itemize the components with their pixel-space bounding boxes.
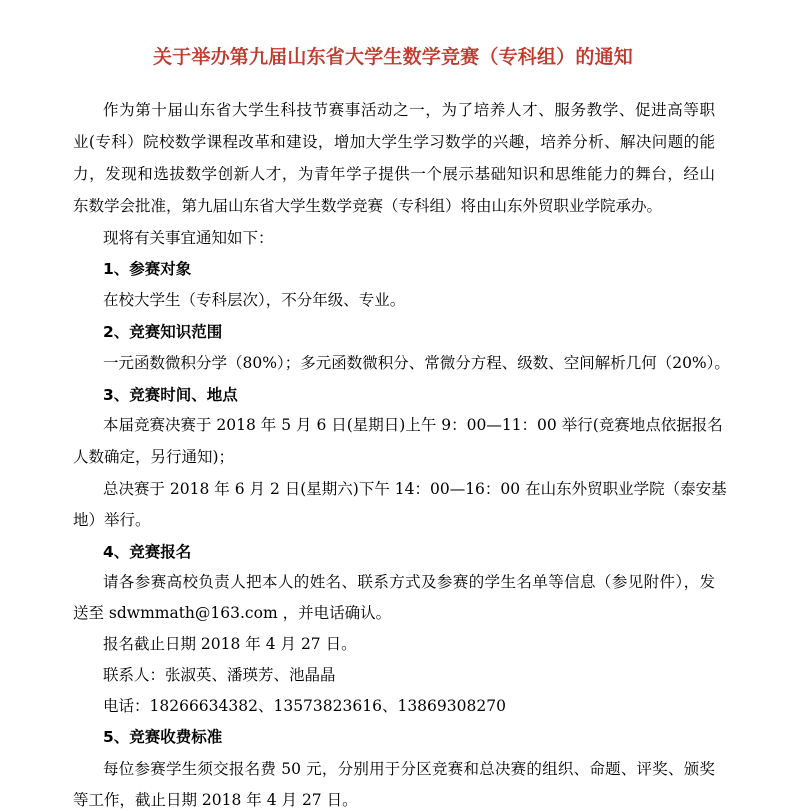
section-4-phones: 电话：18266634382、13573823616、13869308270 xyxy=(103,697,506,715)
intro-line-3: 力，发现和选拔数学创新人才，为青年学子提供一个展示基础知识和思维能力的舞台，经山 xyxy=(73,165,715,183)
section-4-p1-line-1: 请各参赛高校负责人把本人的姓名、联系方式及参赛的学生名单等信息（参见附件），发 xyxy=(103,573,715,591)
intro-line-2: 业(专科）院校数学课程改革和建设，增加大学生学习数学的兴趣，培养分析、解决问题的能 xyxy=(73,133,715,151)
section-3-heading: 3、竞赛时间、地点 xyxy=(103,386,238,404)
section-4-deadline: 报名截止日期 2018 年 4 月 27 日。 xyxy=(103,635,357,653)
section-2-heading: 2、竞赛知识范围 xyxy=(103,323,223,341)
section-3-p2-line-1: 总决赛于 2018 年 6 月 2 日(星期六)下午 14：00—16：00 在山东外贸职业学院（泰安基 xyxy=(103,480,727,498)
document-title: 关于举办第九届山东省大学生数学竞赛（专科组）的通知 xyxy=(152,46,633,68)
section-5-p1-line-1: 每位参赛学生须交报名费 50 元，分别用于分区竞赛和总决赛的组织、命题、评奖、颁奖 xyxy=(103,760,715,778)
section-3-p2-line-2: 地）举行。 xyxy=(73,511,151,529)
section-2-body: 一元函数微积分学（80%）；多元函数微积分、常微分方程、级数、空间解析几何（20%）。 xyxy=(103,354,730,372)
section-4-p1-line-2: 送至 sdwmmath@163.com ，并电话确认。 xyxy=(73,604,392,622)
section-3-p1-line-1: 本届竞赛决赛于 2018 年 5 月 6 日(星期日)上午 9：00—11：00 举行(竞赛地点依据报名 xyxy=(103,416,723,434)
section-4-contacts: 联系人：张淑英、潘瑛芳、池晶晶 xyxy=(103,666,336,684)
section-1-heading: 1、参赛对象 xyxy=(103,260,192,278)
section-4-heading: 4、竞赛报名 xyxy=(103,543,192,561)
section-5-p1-line-2: 等工作，截止日期 2018 年 4 月 27 日。 xyxy=(73,791,358,809)
intro-line-1: 作为第十届山东省大学生科技节赛事活动之一，为了培养人才、服务教学、促进高等职 xyxy=(103,101,715,119)
section-3-p1-line-2: 人数确定，另行通知)； xyxy=(73,448,235,466)
section-5-heading: 5、竞赛收费标准 xyxy=(103,728,223,746)
intro-notice: 现将有关事宜通知如下： xyxy=(103,229,274,247)
intro-line-4: 东数学会批准，第九届山东省大学生数学竞赛（专科组）将由山东外贸职业学院承办。 xyxy=(73,197,663,215)
section-1-body: 在校大学生（专科层次），不分年级、专业。 xyxy=(103,291,406,309)
